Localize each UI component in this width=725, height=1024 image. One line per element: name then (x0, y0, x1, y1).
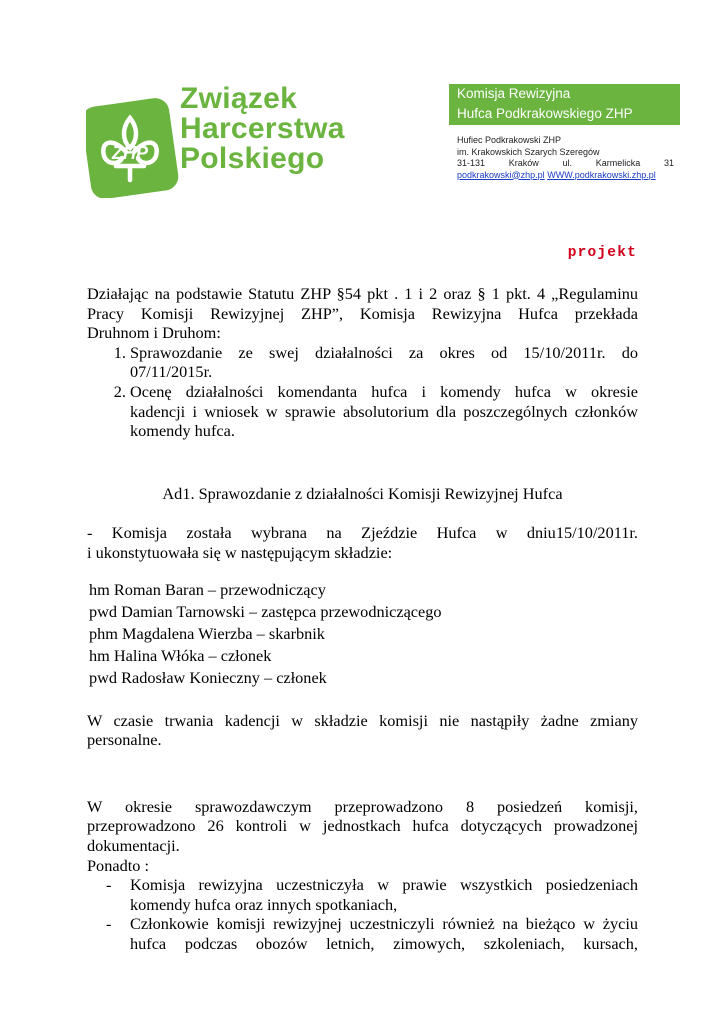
meetings-line-1: W okresie sprawozdawczym przeprowadzono 8 posiedzeń komisji, (87, 796, 638, 816)
list-marker: 2. (113, 381, 126, 401)
address-links (457, 170, 674, 182)
intro-line-2: Pracy Komisji Rewizyjnej ZHP”, Komisja Rewizyjna Hufca przekłada (87, 303, 638, 323)
header-band-line-2: Hufca Podkrakowskiego ZHP (457, 106, 633, 121)
members-list (89, 579, 638, 689)
bullet-item: - Członkowie komisji rewizyjnej uczestniczyli również na bieżąco w życiu hufca podczas obozów letnich, zimowych, szkoleniach, kursach, (87, 914, 638, 953)
bullet-marker: - (106, 875, 112, 895)
intro-line-1: Działając na podstawie Statutu ZHP §54 pkt . 1 i 2 oraz § 1 pkt. 4 „Regulaminu (87, 284, 638, 303)
address-line-3: 31-131 Kraków ul. Karmelicka 31 (457, 158, 674, 168)
member-item: phm Magdalena Wierzba – skarbnik (89, 623, 325, 643)
changes-line-2: personalne. (87, 730, 162, 750)
member-item: hm Roman Baran – przewodniczący (89, 579, 326, 599)
moreover-label: Ponadto : (87, 855, 149, 875)
meetings-line-3: dokumentacji. (87, 835, 180, 855)
logo-line-2: Harcerstwa (180, 112, 345, 145)
logo-emblem-text: ZHP (112, 143, 148, 163)
email-link[interactable]: podkrakowski@zhp.pl (457, 169, 545, 180)
header-band-line-1: Komisja Rewizyjna (457, 86, 571, 101)
bullet-marker: - (106, 914, 112, 934)
document-body (87, 284, 638, 953)
list-item: 2. Ocenę działalności komendanta hufca i komendy hufca w okresie kadencji i wniosek w sprawie absolutorium dla poszczególnych członków komendy hufca. (87, 382, 638, 441)
header-address (457, 135, 674, 181)
meetings-line-2: przeprowadzono 26 kontroli w jednostkach hufca dotyczących prowadzonej (87, 816, 638, 836)
list-item: 1. Sprawozdanie ze swej działalności za okres od 15/10/2011r. do 07/11/2015r. (87, 343, 638, 382)
logo-wordmark (180, 84, 345, 174)
header-band (449, 84, 680, 125)
intro-line-3: Druhnom i Druhom: (87, 323, 221, 343)
website-link[interactable]: WWW.podkrakowski.zhp.pl (547, 169, 656, 180)
changes-line-1: W czasie trwania kadencji w składzie komisji nie nastąpiły żadne zmiany (87, 710, 638, 730)
election-line-1: - Komisja została wybrana na Zjeździe Hufca w dniu15/10/2011r. (87, 523, 638, 543)
address-line-2: im. Krakowskich Szarych Szeregów (457, 146, 600, 157)
section-title: Ad1. Sprawozdanie z działalności Komisji Rewizyjnej Hufca (162, 483, 563, 503)
election-line-2: i ukonstytuowała się w następującym składzie: (87, 542, 393, 562)
logo-line-1: Związek (180, 82, 298, 115)
address-line-1: Hufiec Podkrakowski ZHP (457, 135, 562, 145)
member-item: hm Halina Włóka – członek (89, 645, 272, 665)
logo-line-3: Polskiego (180, 142, 325, 175)
list-marker: 1. (113, 342, 126, 362)
member-item: pwd Damian Tarnowski – zastępca przewodniczącego (89, 601, 442, 621)
projekt-stamp: projekt (567, 245, 637, 261)
bullet-item: - Komisja rewizyjna uczestniczyła w prawie wszystkich posiedzeniach komendy hufca oraz innych spotkaniach, (87, 875, 638, 914)
member-item: pwd Radosław Konieczny – członek (89, 667, 327, 687)
